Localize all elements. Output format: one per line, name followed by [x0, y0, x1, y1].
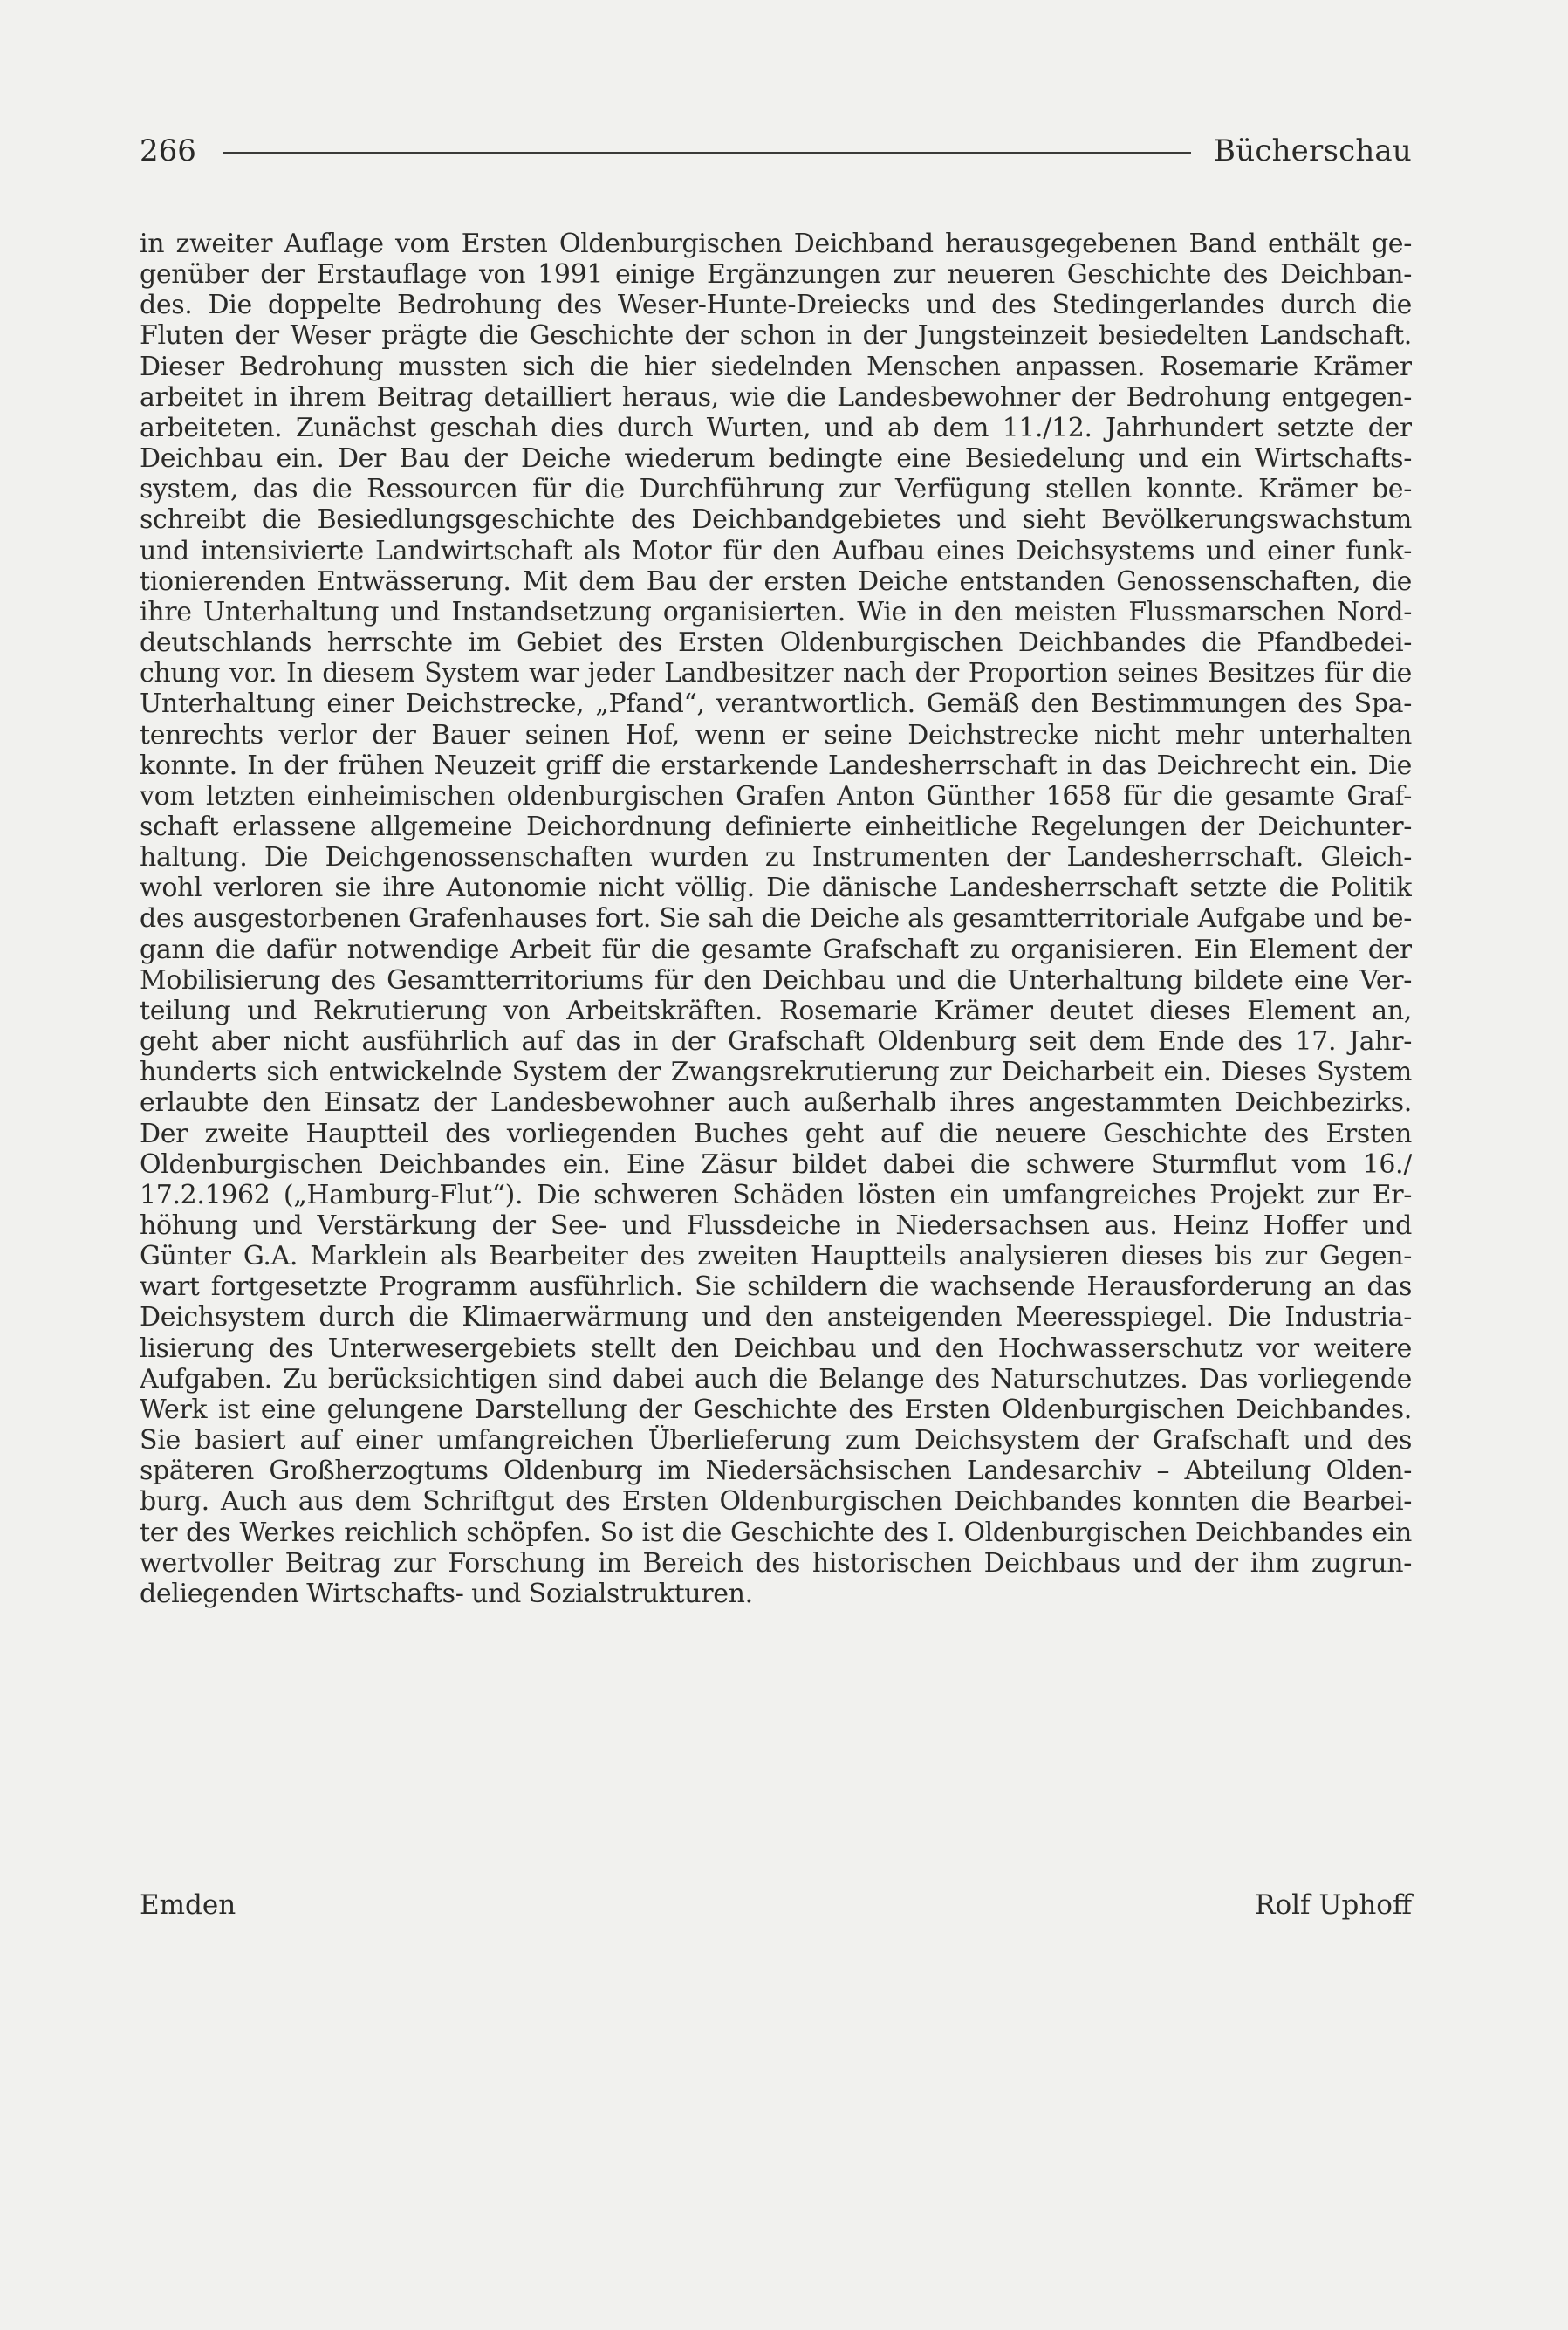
signature-place: Emden	[140, 1889, 236, 1921]
text-line: gann die dafür notwendige Arbeit für die gesamte Grafschaft zu organisieren. Ein Element der	[140, 934, 1412, 965]
text-line: Fluten der Weser prägte die Geschichte der schon in der Jungsteinzeit besiedelten Landschaft.	[140, 320, 1412, 352]
text-line: system, das die Ressourcen für die Durchführung zur Verfügung stellen konnte. Krämer be-	[140, 474, 1412, 505]
page-header	[140, 129, 1412, 173]
header-rule	[223, 152, 1191, 154]
text-line: Mobilisierung des Gesamtterritoriums für den Deichbau und die Unterhaltung bildete eine Ver-	[140, 964, 1412, 996]
page-number: 266	[140, 134, 196, 168]
review-body-text	[140, 229, 1412, 1609]
text-line: teilung und Rekrutierung von Arbeitskräften. Rosemarie Krämer deutet dieses Element an,	[140, 995, 1412, 1026]
text-line: höhung und Verstärkung der See- und Flussdeiche in Niedersachsen aus. Heinz Hoffer und	[140, 1210, 1412, 1241]
text-line: Sie basiert auf einer umfangreichen Überlieferung zum Deichsystem der Grafschaft und des	[140, 1425, 1412, 1456]
text-line: 17.2.1962 („Hamburg-Flut“). Die schweren Schäden lösten ein umfangreiches Projekt zur Er-	[140, 1179, 1412, 1210]
text-line: erlaubte den Einsatz der Landesbewohner auch außerhalb ihres angestammten Deichbezirks.	[140, 1087, 1412, 1119]
text-line: konnte. In der frühen Neuzeit griff die erstarkende Landesherrschaft in das Deichrecht ein. Die	[140, 750, 1412, 781]
review-signature	[140, 1889, 1412, 1922]
text-line: späteren Großherzogtums Oldenburg im Niedersächsischen Landesarchiv – Abteilung Olden-	[140, 1456, 1412, 1487]
text-line: Günter G.A. Marklein als Bearbeiter des zweiten Hauptteils analysieren dieses bis zur Gegen-	[140, 1241, 1412, 1272]
text-line: wohl verloren sie ihre Autonomie nicht völlig. Die dänische Landesherrschaft setzte die Politik	[140, 873, 1412, 904]
text-line: ihre Unterhaltung und Instandsetzung organisierten. Wie in den meisten Flussmarschen Nord-	[140, 596, 1412, 627]
text-line: tenrechts verlor der Bauer seinen Hof, wenn er seine Deichstrecke nicht mehr unterhalten	[140, 719, 1412, 750]
text-line: schreibt die Besiedlungsgeschichte des Deichbandgebietes und sieht Bevölkerungswachstum	[140, 504, 1412, 536]
signature-author: Rolf Uphoff	[1255, 1889, 1412, 1921]
text-line: tionierenden Entwässerung. Mit dem Bau der ersten Deiche entstanden Genossenschaften, die	[140, 565, 1412, 597]
text-line: Dieser Bedrohung mussten sich die hier siedelnden Menschen anpassen. Rosemarie Krämer	[140, 351, 1412, 382]
text-line: lisierung des Unterwesergebiets stellt den Deichbau und den Hochwasserschutz vor weitere	[140, 1333, 1412, 1364]
text-line: Oldenburgischen Deichbandes ein. Eine Zäsur bildet dabei die schwere Sturmflut vom 16./	[140, 1148, 1412, 1180]
text-line: hunderts sich entwickelnde System der Zwangsrekrutierung zur Deicharbeit ein. Dieses System	[140, 1057, 1412, 1088]
text-line: Der zweite Hauptteil des vorliegenden Buches geht auf die neuere Geschichte des Ersten	[140, 1118, 1412, 1149]
text-line: wart fortgesetzte Programm ausführlich. Sie schildern die wachsende Herausforderung an das	[140, 1271, 1412, 1303]
text-line: genüber der Erstauflage von 1991 einige Ergänzungen zur neueren Geschichte des Deichban-	[140, 259, 1412, 291]
text-line: und intensivierte Landwirtschaft als Motor für den Aufbau eines Deichsystems und einer funk-	[140, 535, 1412, 566]
text-line: Werk ist eine gelungene Darstellung der Geschichte des Ersten Oldenburgischen Deichbandes.	[140, 1394, 1412, 1425]
text-line: in zweiter Auflage vom Ersten Oldenburgischen Deichband herausgegebenen Band enthält ge-	[140, 229, 1412, 259]
text-line: Deichsystem durch die Klimaerwärmung und den ansteigenden Meeresspiegel. Die Industria-	[140, 1302, 1412, 1333]
text-line: vom letzten einheimischen oldenburgischen Grafen Anton Günther 1658 für die gesamte Graf-	[140, 780, 1412, 812]
text-line: arbeiteten. Zunächst geschah dies durch Wurten, und ab dem 11./12. Jahrhundert setzte der	[140, 412, 1412, 443]
text-line: burg. Auch aus dem Schriftgut des Ersten Oldenburgischen Deichbandes konnten die Bearbei-	[140, 1486, 1412, 1518]
text-line: schaft erlassene allgemeine Deichordnung definierte einheitliche Regelungen der Deichunter-	[140, 811, 1412, 842]
text-line: des. Die doppelte Bedrohung des Weser-Hunte-Dreiecks und des Stedingerlandes durch die	[140, 290, 1412, 321]
text-line: Aufgaben. Zu berücksichtigen sind dabei auch die Belange des Naturschutzes. Das vorliegende	[140, 1363, 1412, 1395]
text-line: ter des Werkes reichlich schöpfen. So ist die Geschichte des I. Oldenburgischen Deichbandes ein	[140, 1517, 1412, 1548]
text-line: des ausgestorbenen Grafenhauses fort. Sie sah die Deiche als gesamtterritoriale Aufgabe und be-	[140, 903, 1412, 935]
text-line: Deichbau ein. Der Bau der Deiche wiederum bedingte eine Besiedelung und ein Wirtschafts-	[140, 443, 1412, 475]
running-title: Bücherschau	[1214, 134, 1412, 168]
text-line: deutschlands herrschte im Gebiet des Ersten Oldenburgischen Deichbandes die Pfandbedei-	[140, 627, 1412, 659]
text-line: arbeitet in ihrem Beitrag detailliert heraus, wie die Landesbewohner der Bedrohung entgegen-	[140, 381, 1412, 413]
text-line: wertvoller Beitrag zur Forschung im Bereich des historischen Deichbaus und der ihm zugrun-	[140, 1547, 1412, 1579]
text-line: haltung. Die Deichgenossenschaften wurden zu Instrumenten der Landesherrschaft. Gleich-	[140, 842, 1412, 874]
text-line: geht aber nicht ausführlich auf das in der Grafschaft Oldenburg seit dem Ende des 17. Jahr-	[140, 1026, 1412, 1058]
text-line: deliegenden Wirtschafts- und Sozialstrukturen.	[140, 1578, 753, 1609]
text-line: chung vor. In diesem System war jeder Landbesitzer nach der Proportion seines Besitzes für die	[140, 658, 1412, 689]
text-line: Unterhaltung einer Deichstrecke, „Pfand“, verantwortlich. Gemäß den Bestimmungen des Spa-	[140, 689, 1412, 720]
